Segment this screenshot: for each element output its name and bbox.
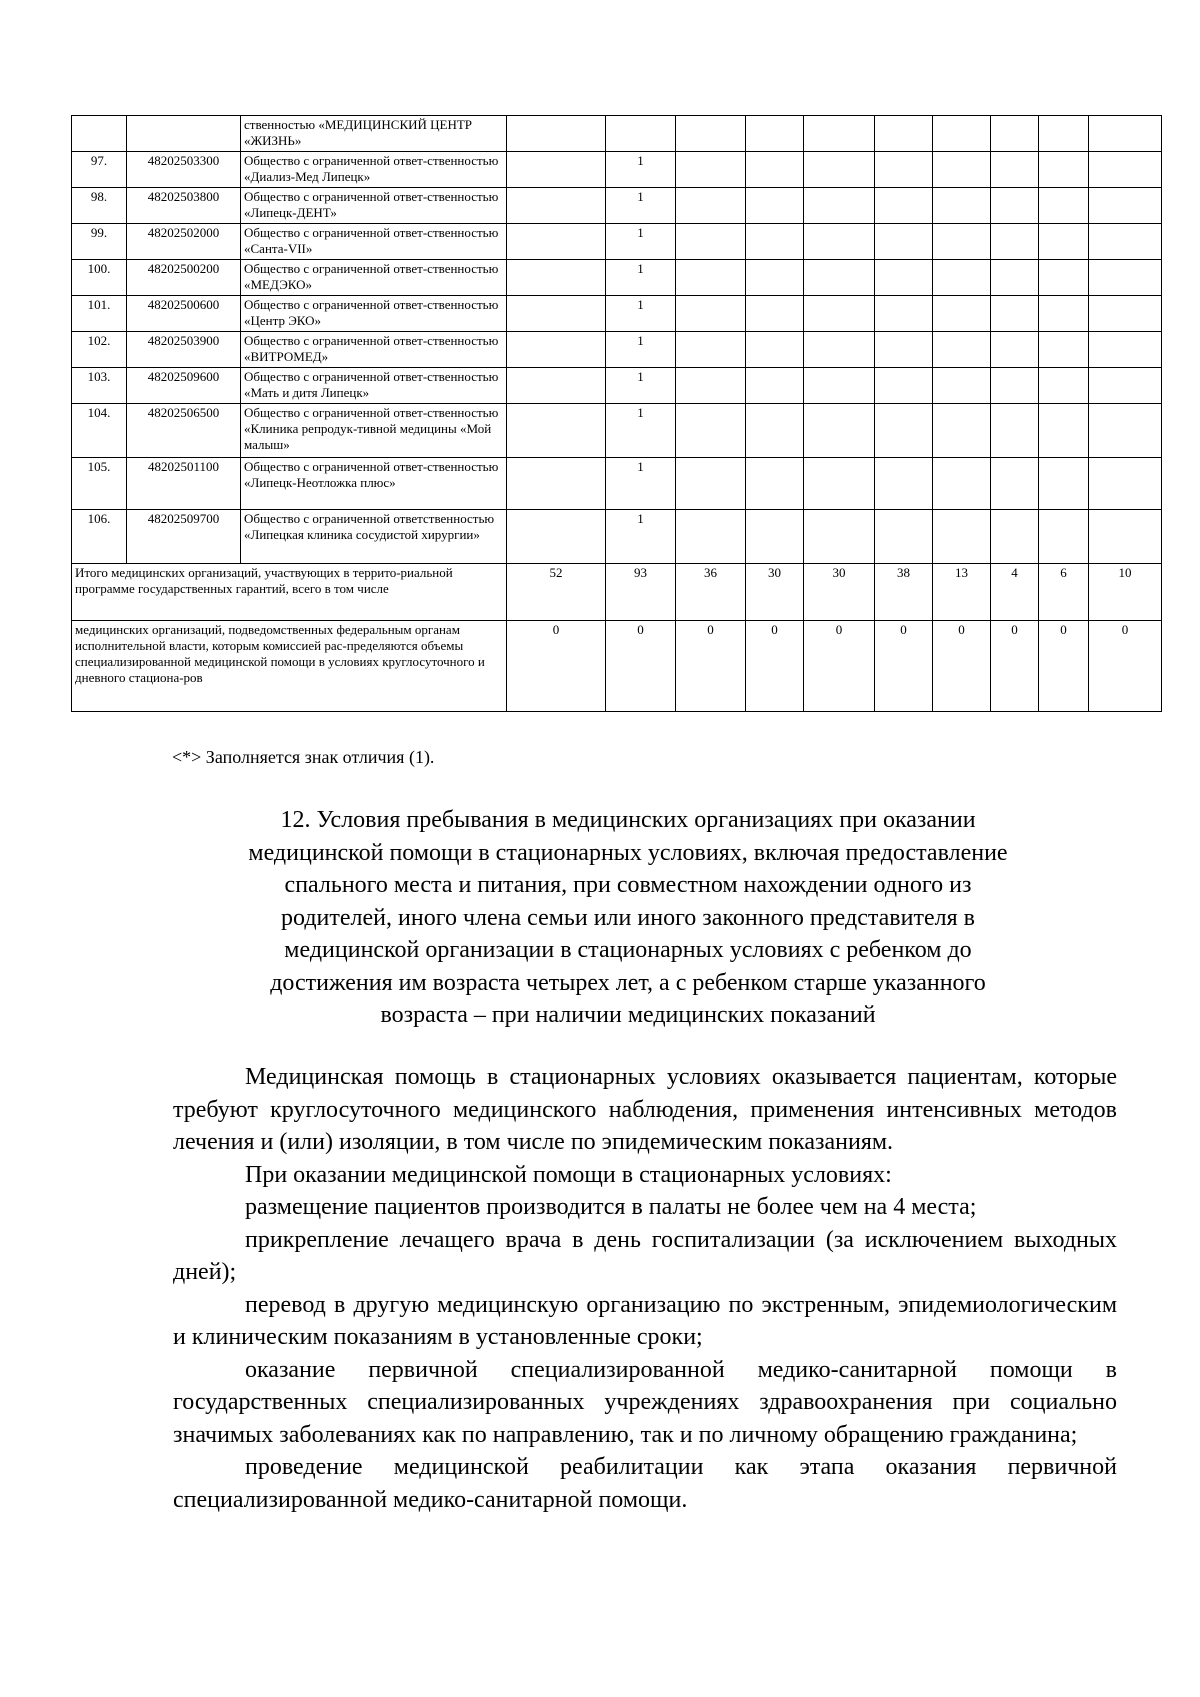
totals-value-cell: 13	[933, 564, 991, 621]
table-row	[72, 510, 1162, 564]
table-row	[72, 296, 1162, 332]
row-value-cell	[875, 116, 933, 152]
row-value-cell	[991, 116, 1039, 152]
row-value-cell	[676, 332, 746, 368]
row-code-cell: 48202500600	[127, 296, 241, 332]
heading-line: медицинской организации в стационарных условиях с ребенком до	[284, 937, 972, 963]
totals-value-cell: 0	[1089, 621, 1162, 712]
row-value-cell	[933, 458, 991, 510]
body-text	[173, 1061, 1117, 1516]
row-value-cell	[676, 368, 746, 404]
row-value-cell	[746, 332, 804, 368]
row-value-cell	[1089, 116, 1162, 152]
row-value-cell	[991, 188, 1039, 224]
row-number-cell: 100.	[72, 260, 127, 296]
row-value-cell	[1089, 260, 1162, 296]
row-code-cell: 48202502000	[127, 224, 241, 260]
row-value-cell	[746, 152, 804, 188]
row-name-cell: Общество с ограниченной ответ-ственностью «ВИТРОМЕД»	[241, 332, 507, 368]
paragraph: При оказании медицинской помощи в стационарных условиях:	[245, 1161, 892, 1188]
row-value-cell	[1039, 458, 1089, 510]
row-value-cell	[1039, 332, 1089, 368]
row-value-cell	[991, 510, 1039, 564]
row-value-cell	[676, 296, 746, 332]
totals-value-cell: 38	[875, 564, 933, 621]
row-value-cell	[746, 188, 804, 224]
organizations-table	[71, 115, 1162, 712]
row-number-cell	[72, 116, 127, 152]
totals-value-cell: 0	[507, 621, 606, 712]
row-name-cell: Общество с ограниченной ответ-ственностью «Диализ-Мед Липецк»	[241, 152, 507, 188]
table-row	[72, 368, 1162, 404]
table-row	[72, 404, 1162, 458]
row-value-cell	[933, 296, 991, 332]
row-number-cell: 104.	[72, 404, 127, 458]
row-value-cell	[933, 332, 991, 368]
row-value-cell	[804, 188, 875, 224]
totals-label-cell: Итого медицинских организаций, участвующих в террито-риальной программе государственных гарантий, всего в том числе	[72, 564, 507, 621]
row-name-cell: Общество с ограниченной ответ-ственностью «Липецк-Неотложка плюс»	[241, 458, 507, 510]
row-value-cell	[1039, 224, 1089, 260]
row-value-cell	[875, 152, 933, 188]
row-code-cell: 48202501100	[127, 458, 241, 510]
row-value-cell	[676, 260, 746, 296]
row-name-cell: Общество с ограниченной ответ-ственностью «Клиника репродук-тивной медицины «Мой малыш»	[241, 404, 507, 458]
row-value-cell	[804, 510, 875, 564]
heading-line: медицинской помощи в стационарных условиях, включая предоставление	[248, 839, 1008, 866]
row-code-cell: 48202509600	[127, 368, 241, 404]
row-value-cell	[507, 404, 606, 458]
totals-row	[72, 621, 1162, 712]
row-name-cell: Общество с ограниченной ответ-ственностью «Санта-VII»	[241, 224, 507, 260]
paragraph: прикрепление лечащего врача в день госпитализации (за исключением выходных дней);	[173, 1226, 1117, 1285]
row-value-cell	[507, 116, 606, 152]
section-heading	[170, 804, 1086, 1032]
row-value-cell	[507, 332, 606, 368]
row-value-cell	[746, 510, 804, 564]
row-name-cell: Общество с ограниченной ответ-ственностью «Мать и дитя Липецк»	[241, 368, 507, 404]
row-value-cell	[746, 404, 804, 458]
row-value-cell	[804, 224, 875, 260]
row-value-cell	[676, 224, 746, 260]
row-value-cell	[1039, 260, 1089, 296]
row-value-cell	[507, 188, 606, 224]
row-value-cell	[991, 152, 1039, 188]
totals-value-cell: 0	[804, 621, 875, 712]
row-value-cell	[804, 404, 875, 458]
totals-value-cell: 52	[507, 564, 606, 621]
row-value-cell: 1	[606, 404, 676, 458]
row-value-cell	[507, 458, 606, 510]
row-value-cell	[1089, 404, 1162, 458]
heading-line: родителей, иного члена семьи или иного законного представителя в	[281, 904, 975, 931]
totals-value-cell: 30	[804, 564, 875, 621]
row-value-cell	[933, 510, 991, 564]
row-number-cell: 98.	[72, 188, 127, 224]
table-row	[72, 116, 1162, 152]
totals-value-cell: 0	[991, 621, 1039, 712]
paragraph: оказание первичной специализированной медико-санитарной помощи в государственных специализированных учреждениях здравоохранения при социально значимых заболеваниях как по направлению, так и по личному обращению гражданина;	[173, 1356, 1117, 1448]
row-value-cell	[804, 332, 875, 368]
table-row	[72, 332, 1162, 368]
row-value-cell	[804, 152, 875, 188]
heading-line: возраста – при наличии медицинских показаний	[380, 1002, 876, 1028]
row-value-cell	[875, 404, 933, 458]
row-value-cell	[1089, 368, 1162, 404]
row-value-cell	[875, 296, 933, 332]
row-name-cell: Общество с ограниченной ответственностью «Липецкая клиника сосудистой хирургии»	[241, 510, 507, 564]
heading-line: 12. Условия пребывания в медицинских организациях при оказании	[280, 807, 976, 833]
row-value-cell	[676, 404, 746, 458]
row-value-cell: 1	[606, 296, 676, 332]
heading-line: достижения им возраста четырех лет, а с ребенком старше указанного	[270, 969, 986, 996]
row-value-cell	[991, 458, 1039, 510]
row-number-cell: 106.	[72, 510, 127, 564]
row-value-cell	[507, 260, 606, 296]
row-code-cell: 48202509700	[127, 510, 241, 564]
totals-value-cell: 30	[746, 564, 804, 621]
paragraph: Медицинская помощь в стационарных условиях оказывается пациентам, которые требуют круглосуточного медицинского наблюдения, применения интенсивных методов лечения и (или) изоляции, в том числе по эпидемическим показаниям.	[173, 1064, 1117, 1155]
row-value-cell	[1089, 152, 1162, 188]
table-row	[72, 152, 1162, 188]
row-value-cell	[1039, 152, 1089, 188]
row-value-cell	[676, 152, 746, 188]
row-value-cell	[507, 510, 606, 564]
row-value-cell	[746, 368, 804, 404]
row-number-cell: 102.	[72, 332, 127, 368]
row-code-cell: 48202506500	[127, 404, 241, 458]
table-body	[72, 116, 1162, 712]
row-code-cell: 48202503900	[127, 332, 241, 368]
totals-value-cell: 10	[1089, 564, 1162, 621]
row-number-cell: 103.	[72, 368, 127, 404]
totals-value-cell: 0	[676, 621, 746, 712]
row-code-cell: 48202500200	[127, 260, 241, 296]
row-value-cell	[1039, 116, 1089, 152]
row-value-cell	[507, 224, 606, 260]
row-value-cell	[676, 510, 746, 564]
row-value-cell	[875, 260, 933, 296]
row-value-cell	[746, 224, 804, 260]
row-number-cell: 99.	[72, 224, 127, 260]
totals-value-cell: 6	[1039, 564, 1089, 621]
totals-value-cell: 0	[746, 621, 804, 712]
row-value-cell	[804, 296, 875, 332]
row-value-cell	[676, 188, 746, 224]
row-value-cell	[746, 458, 804, 510]
row-value-cell	[746, 260, 804, 296]
row-value-cell	[875, 332, 933, 368]
totals-value-cell: 0	[606, 621, 676, 712]
row-value-cell	[746, 296, 804, 332]
row-value-cell: 1	[606, 224, 676, 260]
row-value-cell	[991, 404, 1039, 458]
row-number-cell: 101.	[72, 296, 127, 332]
row-code-cell	[127, 116, 241, 152]
row-value-cell	[1089, 510, 1162, 564]
row-number-cell: 97.	[72, 152, 127, 188]
row-value-cell	[606, 116, 676, 152]
row-value-cell: 1	[606, 458, 676, 510]
footnote: <*> Заполняется знак отличия (1).	[172, 747, 435, 767]
row-value-cell	[933, 260, 991, 296]
table-row	[72, 224, 1162, 260]
row-value-cell	[804, 260, 875, 296]
row-value-cell	[1089, 188, 1162, 224]
row-name-cell: Общество с ограниченной ответ-ственностью «Липецк-ДЕНТ»	[241, 188, 507, 224]
totals-row	[72, 564, 1162, 621]
row-value-cell	[875, 458, 933, 510]
row-value-cell	[875, 368, 933, 404]
row-value-cell	[933, 152, 991, 188]
row-value-cell	[804, 368, 875, 404]
totals-value-cell: 0	[933, 621, 991, 712]
paragraph: проведение медицинской реабилитации как этапа оказания первичной специализированной медико-санитарной помощи.	[173, 1454, 1117, 1513]
row-value-cell	[1089, 296, 1162, 332]
row-value-cell	[1039, 368, 1089, 404]
row-value-cell	[991, 296, 1039, 332]
row-value-cell: 1	[606, 510, 676, 564]
row-value-cell	[804, 458, 875, 510]
row-value-cell: 1	[606, 368, 676, 404]
totals-value-cell: 0	[875, 621, 933, 712]
row-value-cell	[875, 224, 933, 260]
row-value-cell	[676, 458, 746, 510]
row-value-cell: 1	[606, 332, 676, 368]
row-value-cell	[1089, 332, 1162, 368]
row-name-cell: Общество с ограниченной ответ-ственностью «МЕДЭКО»	[241, 260, 507, 296]
row-value-cell	[933, 368, 991, 404]
row-value-cell	[746, 116, 804, 152]
row-value-cell	[507, 296, 606, 332]
row-value-cell	[507, 152, 606, 188]
totals-value-cell: 93	[606, 564, 676, 621]
row-value-cell	[1089, 224, 1162, 260]
row-value-cell: 1	[606, 152, 676, 188]
row-value-cell: 1	[606, 188, 676, 224]
row-name-cell: Общество с ограниченной ответ-ственностью «Центр ЭКО»	[241, 296, 507, 332]
row-value-cell	[875, 188, 933, 224]
row-name-cell: ственностью «МЕДИЦИНСКИЙ ЦЕНТР «ЖИЗНЬ»	[241, 116, 507, 152]
totals-value-cell: 0	[1039, 621, 1089, 712]
row-code-cell: 48202503300	[127, 152, 241, 188]
table-row	[72, 260, 1162, 296]
row-value-cell	[991, 224, 1039, 260]
row-value-cell	[1089, 458, 1162, 510]
row-value-cell	[804, 116, 875, 152]
row-value-cell	[991, 260, 1039, 296]
row-code-cell: 48202503800	[127, 188, 241, 224]
heading-line: спального места и питания, при совместном нахождении одного из	[284, 872, 972, 898]
row-value-cell	[507, 368, 606, 404]
row-value-cell	[676, 116, 746, 152]
row-value-cell	[933, 404, 991, 458]
totals-label-cell: медицинских организаций, подведомственных федеральным органам исполнительной власти, которым комиссией рас-пределяются объемы специализированной медицинской помощи в условиях круглосуточного и дневного стациона-ров	[72, 621, 507, 712]
table-row	[72, 188, 1162, 224]
row-value-cell	[933, 188, 991, 224]
table-row	[72, 458, 1162, 510]
totals-value-cell: 4	[991, 564, 1039, 621]
row-value-cell	[1039, 404, 1089, 458]
row-value-cell: 1	[606, 260, 676, 296]
row-value-cell	[933, 224, 991, 260]
row-value-cell	[991, 368, 1039, 404]
row-number-cell: 105.	[72, 458, 127, 510]
row-value-cell	[1039, 296, 1089, 332]
row-value-cell	[933, 116, 991, 152]
row-value-cell	[875, 510, 933, 564]
row-value-cell	[1039, 188, 1089, 224]
paragraph: перевод в другую медицинскую организацию по экстренным, эпидемиологическим и клиническим показаниям в установленные сроки;	[173, 1291, 1117, 1350]
row-value-cell	[1039, 510, 1089, 564]
row-value-cell	[991, 332, 1039, 368]
paragraph: размещение пациентов производится в палаты не более чем на 4 места;	[245, 1194, 977, 1220]
totals-value-cell: 36	[676, 564, 746, 621]
